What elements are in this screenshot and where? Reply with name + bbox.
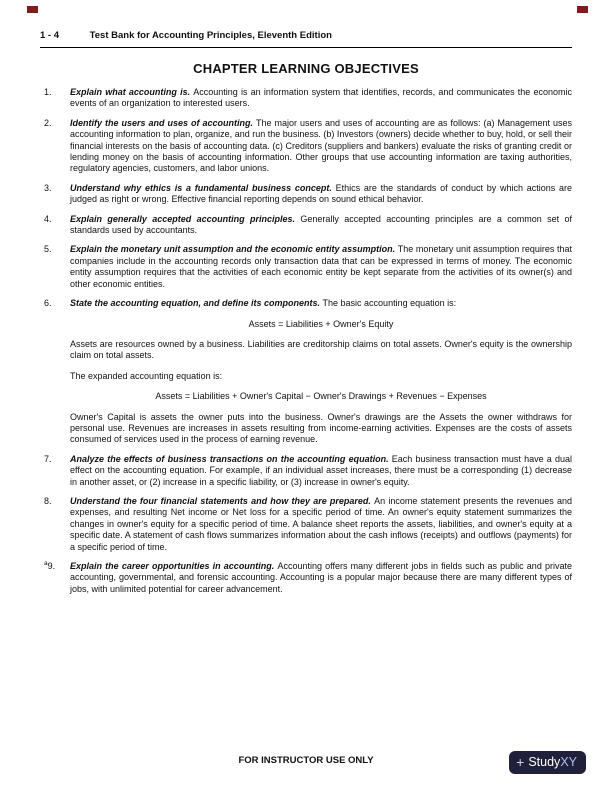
objective-content xyxy=(70,454,572,488)
accounting-equation: Assets = Liabilities + Owner's Capital − Owner's Drawings + Revenues − Expenses xyxy=(155,391,487,402)
objective-item xyxy=(40,496,572,553)
objective-content xyxy=(70,496,572,553)
objective-number: 3. xyxy=(44,182,52,193)
objective-item xyxy=(40,244,572,290)
objective-lead: Explain the career opportunities in accounting. xyxy=(70,561,278,571)
objective-paragraph: State the accounting equation, and define its components. The basic accounting equation is: xyxy=(70,298,457,309)
objective-paragraph: The expanded accounting equation is: xyxy=(70,370,223,381)
objective-content xyxy=(70,244,572,290)
objective-item xyxy=(40,214,572,237)
objective-lead: Identify the users and uses of accounting. xyxy=(70,117,256,128)
objective-item xyxy=(40,298,572,446)
objective-lead: Explain the monetary unit assumption and the economic entity assumption. xyxy=(70,244,398,255)
objective-content xyxy=(70,118,572,175)
objective-content xyxy=(70,183,572,206)
page-title: CHAPTER LEARNING OBJECTIVES xyxy=(193,61,419,76)
objective-paragraph: Explain generally accepted accounting principles. Generally accepted accounting principles are a common set of standards used by accountants. xyxy=(70,213,572,236)
objective-item xyxy=(40,118,572,175)
objective-paragraph: Analyze the effects of business transactions on the accounting equation. Each business transaction must have a dual effect on the accounting equation. For example, if an individual asset increases, there must be a corresponding (1) decrease in another asset, or (2) increase in a specific liability, or (3) increase in owner's equity. xyxy=(70,453,572,487)
objective-paragraph: Explain the monetary unit assumption and the economic entity assumption. The monetary unit assumption requires that companies include in the accounting records only transaction data that can be expressed in terms of money. The economic entity assumption requires that the activities of each economic entity be kept separate from the activities of its owner(s) and other economic entities. xyxy=(70,244,572,289)
objective-paragraph: Assets are resources owned by a business. Liabilities are creditorship claims on total assets. Owner's equity is the ownership claim on total assets. xyxy=(70,338,572,361)
objective-lead: Understand why ethics is a fundamental business concept. xyxy=(70,182,336,193)
objective-lead: Explain what accounting is. xyxy=(70,87,194,97)
objective-number: 4. xyxy=(44,213,52,224)
footer-text: FOR INSTRUCTOR USE ONLY xyxy=(238,755,374,766)
logo-xy-text: XY xyxy=(560,755,577,769)
objective-number: 5. xyxy=(44,244,52,255)
objective-lead: State the accounting equation, and define its components. xyxy=(70,298,323,309)
objective-paragraph: Explain what accounting is. Accounting is an information system that identifies, records, and communicates the economic events of an organization to interested users. xyxy=(70,87,572,109)
objective-item xyxy=(40,454,572,488)
objective-number: 7. xyxy=(44,453,52,464)
objective-content xyxy=(70,214,572,237)
objective-lead: Understand the four financial statements and how they are prepared. xyxy=(70,495,375,506)
objective-number: 8. xyxy=(44,495,52,506)
objective-number: 6. xyxy=(44,298,52,309)
registration-mark-left xyxy=(27,6,38,13)
header-title: Test Bank for Accounting Principles, Eleventh Edition xyxy=(89,30,332,41)
objective-content xyxy=(70,87,572,110)
studyxy-logo xyxy=(509,751,586,774)
objective-paragraph: Understand why ethics is a fundamental business concept. Ethics are the standards of conduct by which actions are judged as right or wrong. Effective financial reporting depends on sound ethical behavior. xyxy=(70,182,572,205)
objective-paragraph: Identify the users and uses of accounting. The major users and uses of accounting are as follows: (a) Management uses accounting information to plan, organize, and run the business. (b) Investors (owners) decide whether to buy, hold, or sell their financial interests on the basis of accounting data. (c) Creditors (suppliers and bankers) evaluate the risks of granting credit or lending money on the basis of accounting information. Other groups that use accounting information are taxing authorities, regulatory agencies, customers, and labor unions. xyxy=(70,117,572,174)
objective-item xyxy=(40,183,572,206)
plus-icon: + xyxy=(516,754,525,770)
page-header xyxy=(40,30,572,48)
objective-item xyxy=(40,87,572,110)
objective-number: 2. xyxy=(44,117,52,128)
accounting-equation: Assets = Liabilities + Owner's Equity xyxy=(248,318,394,329)
registration-mark-right xyxy=(577,6,588,13)
objective-paragraph: Owner's Capital is assets the owner puts into the business. Owner's drawings are the Assets the owner withdraws for personal use. Revenues are increases in assets resulting from income-earning activities. Expenses are the costs of assets consumed of services used in the process of earning revenue. xyxy=(70,411,572,445)
objective-number: $^a$9. xyxy=(44,560,56,571)
objective-lead: Analyze the effects of business transactions on the accounting equation. xyxy=(70,453,392,464)
objective-content xyxy=(70,298,572,446)
objective-paragraph: Understand the four financial statements and how they are prepared. An income statement presents the revenues and expenses, and resulting Net income or Net loss for a specific period of time. An owner's equity statement summarizes the changes in owner's equity for a specific period of time. A balance sheet reports the assets, liabilities, and owner's equity at a specific date. A statement of cash flows summarizes information about the cash inflows (receipts) and outflows (payments) for a specific period of time. xyxy=(70,495,572,552)
objective-item xyxy=(40,561,572,595)
objectives-list xyxy=(40,87,572,595)
objective-paragraph: Explain the career opportunities in accounting. Accounting offers many different jobs in fields such as public and private accounting, governmental, and forensic accounting. Accounting is a popular major because there are many different types of jobs, with unlimited potential for career advancement. xyxy=(70,561,572,594)
objective-number: 1. xyxy=(44,87,52,97)
logo-study-text: Study xyxy=(528,755,561,769)
objective-lead: Explain generally accepted accounting principles. xyxy=(70,213,301,224)
objective-content xyxy=(70,561,572,595)
page-number: 1 - 4 xyxy=(40,30,60,41)
